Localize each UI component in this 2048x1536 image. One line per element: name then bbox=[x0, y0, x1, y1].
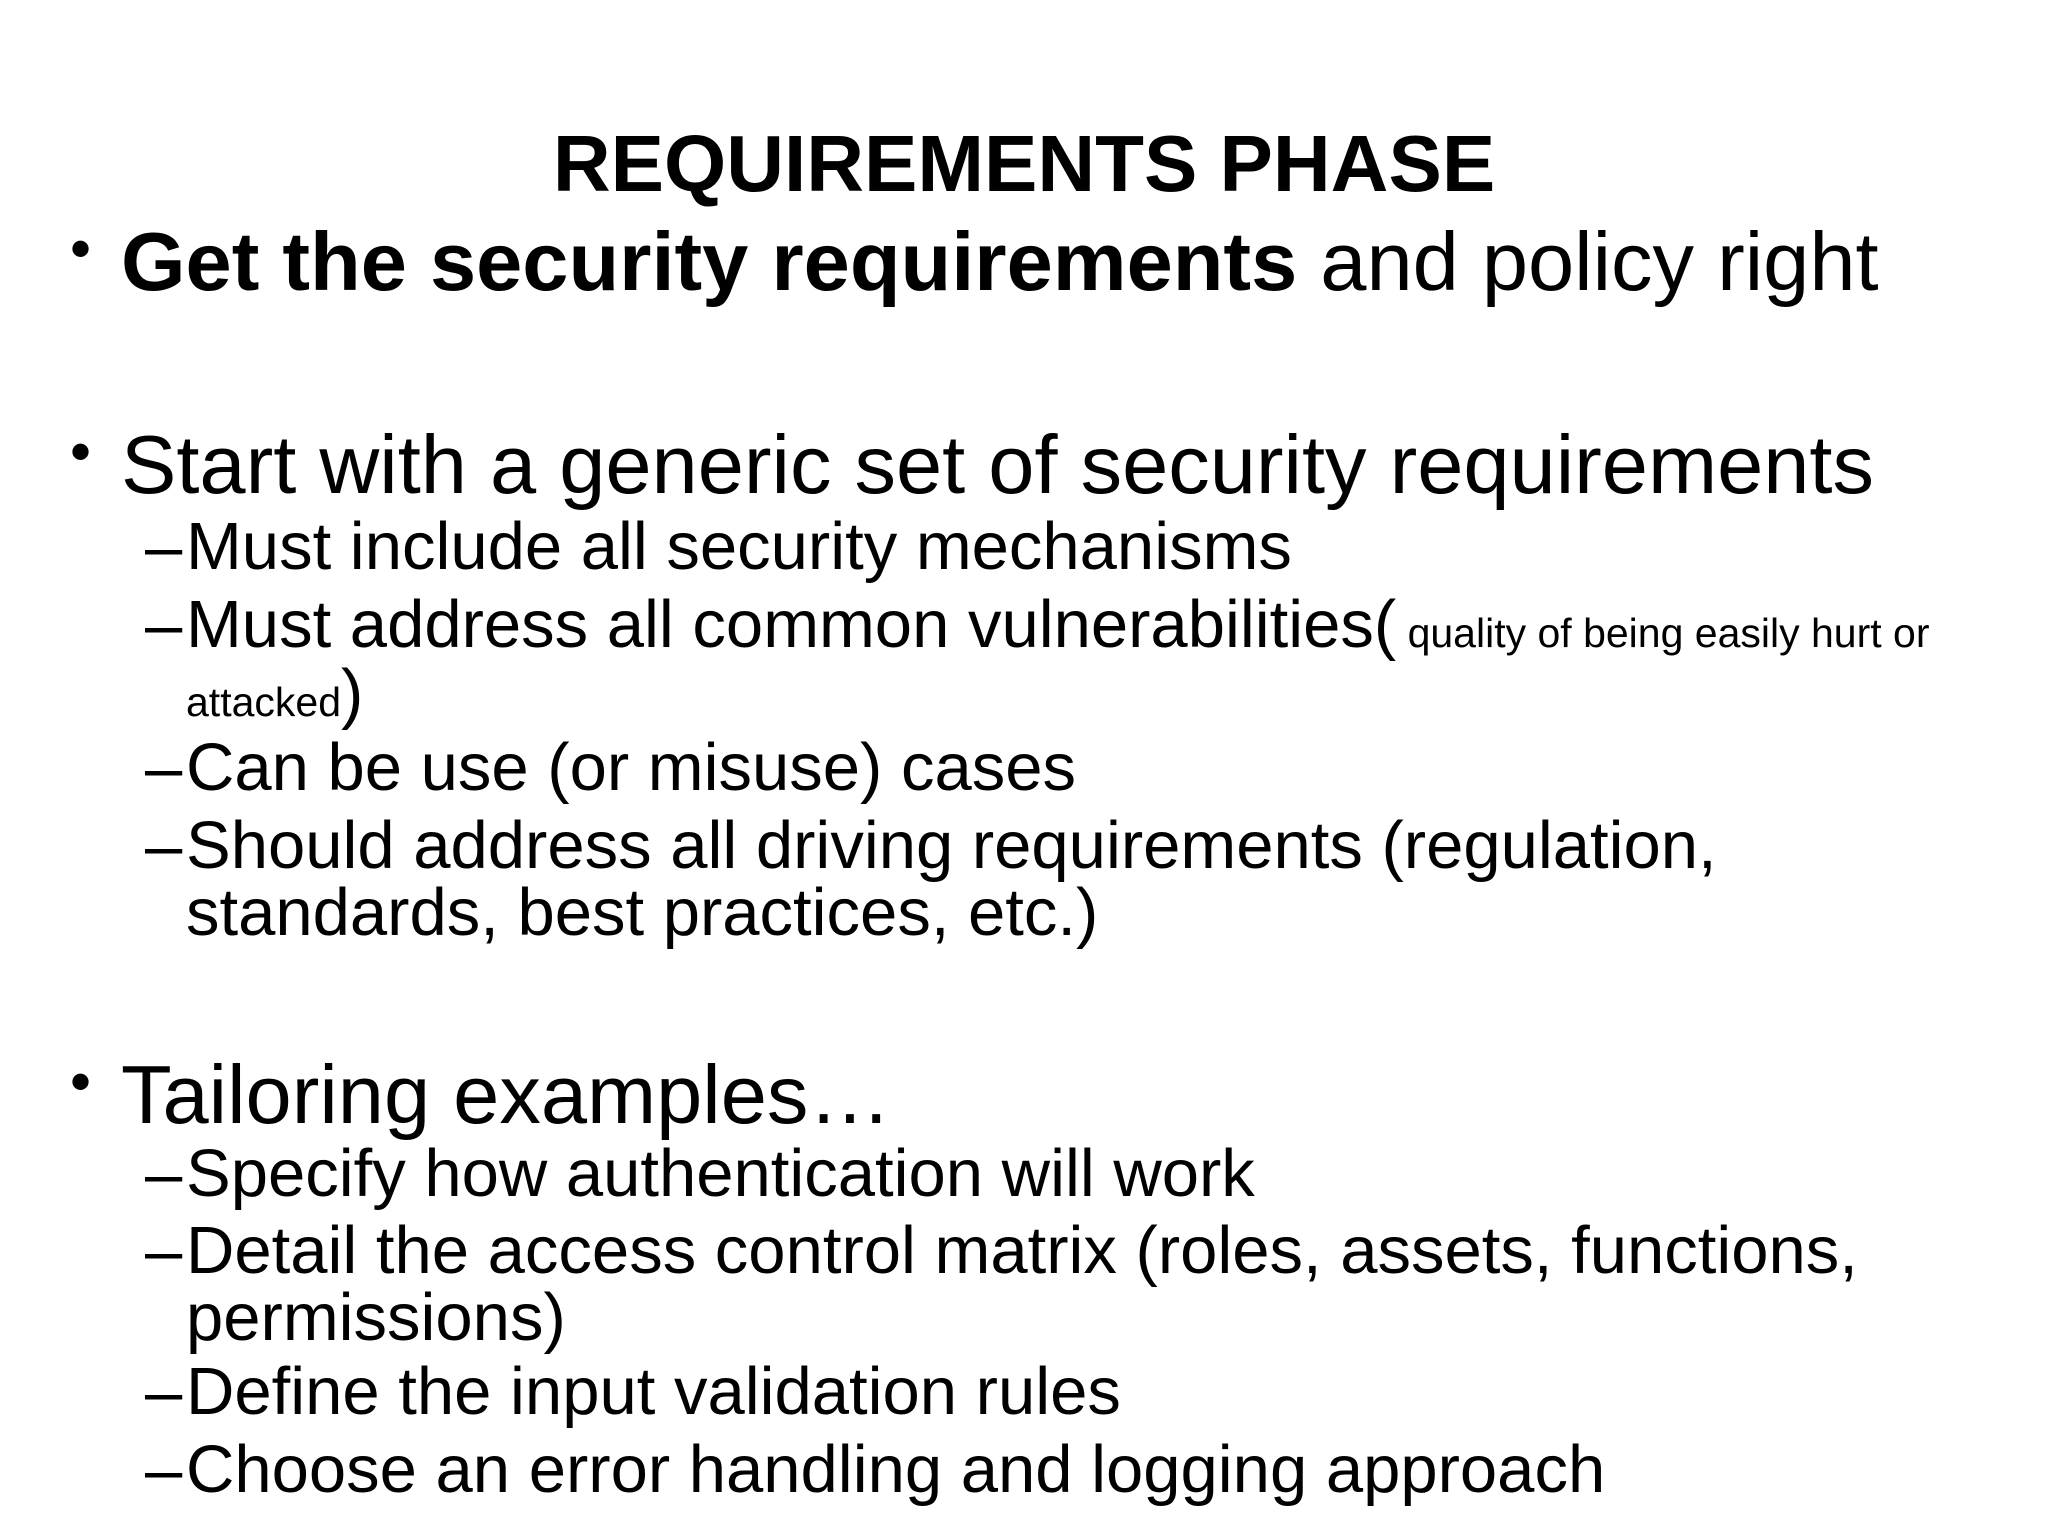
bullet-2-sub-2 bbox=[186, 587, 1930, 671]
bullet-1-bold-text: Get the security requirements bbox=[121, 215, 1298, 308]
closing-paren: ) bbox=[341, 656, 364, 731]
bullet-3-sub-3: Define the input validation rules bbox=[186, 1354, 1121, 1429]
bullet-2-sub-4-line1: Should address all driving requirements (regulation, bbox=[186, 808, 1717, 883]
bullet-icon: • bbox=[70, 1048, 92, 1115]
dash-icon: – bbox=[145, 808, 183, 883]
bullet-3-sub-2-line1: Detail the access control matrix (roles, assets, functions, bbox=[186, 1213, 1858, 1288]
dash-icon: – bbox=[145, 730, 183, 805]
definition-note: quality of being easily hurt or bbox=[1396, 610, 1930, 656]
bullet-2-sub-2-main: Must address all common vulnerabilities( bbox=[186, 587, 1397, 662]
dash-icon: – bbox=[145, 1432, 183, 1507]
dash-icon: – bbox=[145, 1354, 183, 1429]
bullet-3-sub-4: Choose an error handling and logging approach bbox=[186, 1432, 1606, 1507]
bullet-3: Tailoring examples… bbox=[121, 1048, 892, 1141]
dash-icon: – bbox=[145, 587, 183, 662]
bullet-2-sub-4-line2: standards, best practices, etc.) bbox=[186, 875, 1099, 950]
bullet-icon: • bbox=[70, 418, 92, 485]
bullet-2: Start with a generic set of security requirements bbox=[121, 418, 1874, 511]
bullet-1-text: and policy right bbox=[1297, 215, 1879, 308]
bullet-icon: • bbox=[70, 215, 92, 282]
bullet-2-sub-2-cont bbox=[186, 656, 363, 740]
dash-icon: – bbox=[145, 1136, 183, 1211]
bullet-3-sub-1: Specify how authentication will work bbox=[186, 1136, 1255, 1211]
dash-icon: – bbox=[145, 509, 183, 584]
dash-icon: – bbox=[145, 1213, 183, 1288]
bullet-3-sub-2-line2: permissions) bbox=[186, 1280, 566, 1355]
bullet-2-sub-1: Must include all security mechanisms bbox=[186, 509, 1292, 584]
bullet-2-sub-3: Can be use (or misuse) cases bbox=[186, 730, 1076, 805]
slide-title: REQUIREMENTS PHASE bbox=[552, 119, 1496, 208]
bullet-1 bbox=[121, 214, 1879, 310]
definition-note-cont: attacked bbox=[186, 679, 341, 725]
